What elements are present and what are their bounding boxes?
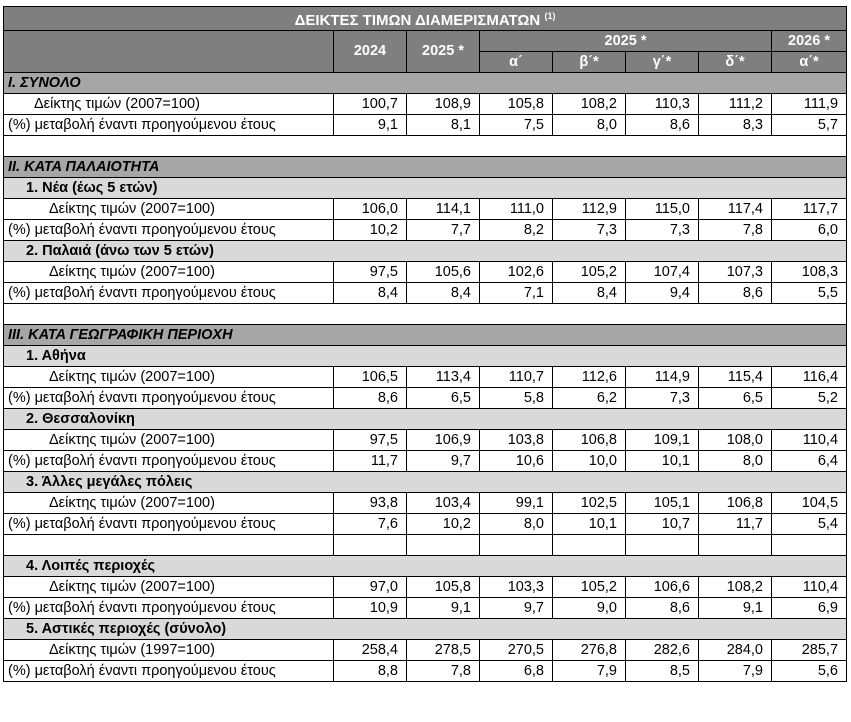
table-row [4, 577, 847, 598]
value-cell: 10,7 [626, 514, 699, 535]
value-cell: 8,6 [626, 115, 699, 136]
table-row [4, 94, 847, 115]
table-title-text: ΔΕΙΚΤΕΣ ΤΙΜΩΝ ΔΙΑΜΕΡΙΣΜΑΤΩΝ [294, 12, 541, 29]
row-label: (%) μεταβολή έναντι προηγούμενου έτους [4, 388, 334, 409]
table-row [4, 199, 847, 220]
subsection-other-big-label: 3. Άλλες μεγάλες πόλεις [4, 472, 847, 493]
empty-cell [699, 535, 772, 556]
value-cell: 8,8 [334, 661, 407, 682]
value-cell: 10,2 [334, 220, 407, 241]
value-cell: 111,0 [480, 199, 553, 220]
section-row [4, 73, 847, 94]
row-label: (%) μεταβολή έναντι προηγούμενου έτους [4, 661, 334, 682]
value-cell: 10,1 [626, 451, 699, 472]
header-blank-cell [4, 31, 334, 73]
value-cell: 110,4 [772, 577, 847, 598]
value-cell: 114,9 [626, 367, 699, 388]
value-cell: 11,7 [334, 451, 407, 472]
title-footnote: (1) [544, 11, 556, 21]
value-cell: 258,4 [334, 640, 407, 661]
value-cell: 106,6 [626, 577, 699, 598]
row-label: (%) μεταβολή έναντι προηγούμενου έτους [4, 451, 334, 472]
value-cell: 7,9 [553, 661, 626, 682]
value-cell: 114,1 [407, 199, 480, 220]
row-label: Δείκτης τιμών (2007=100) [4, 430, 334, 451]
table-row [4, 451, 847, 472]
row-label: (%) μεταβολή έναντι προηγούμενου έτους [4, 283, 334, 304]
value-cell: 7,3 [626, 220, 699, 241]
value-cell: 106,5 [334, 367, 407, 388]
value-cell: 108,2 [553, 94, 626, 115]
value-cell: 7,3 [626, 388, 699, 409]
value-cell: 110,3 [626, 94, 699, 115]
value-cell: 270,5 [480, 640, 553, 661]
value-cell: 117,7 [772, 199, 847, 220]
value-cell: 6,2 [553, 388, 626, 409]
value-cell: 105,6 [407, 262, 480, 283]
value-cell: 105,8 [407, 577, 480, 598]
value-cell: 5,6 [772, 661, 847, 682]
table-row [4, 220, 847, 241]
table-row [4, 598, 847, 619]
empty-cell [626, 535, 699, 556]
empty-grid-row [4, 535, 847, 556]
value-cell: 106,8 [553, 430, 626, 451]
row-label: (%) μεταβολή έναντι προηγούμενου έτους [4, 220, 334, 241]
value-cell: 5,4 [772, 514, 847, 535]
value-cell: 9,1 [699, 598, 772, 619]
value-cell: 9,1 [334, 115, 407, 136]
spacer-cell [4, 304, 847, 325]
table-row [4, 283, 847, 304]
value-cell: 108,3 [772, 262, 847, 283]
header-2026: 2026 * [772, 31, 847, 52]
value-cell: 9,7 [480, 598, 553, 619]
table-row [4, 640, 847, 661]
value-cell: 6,8 [480, 661, 553, 682]
value-cell: 106,8 [699, 493, 772, 514]
value-cell: 10,2 [407, 514, 480, 535]
value-cell: 10,1 [553, 514, 626, 535]
value-cell: 105,1 [626, 493, 699, 514]
value-cell: 9,1 [407, 598, 480, 619]
value-cell: 102,6 [480, 262, 553, 283]
value-cell: 9,4 [626, 283, 699, 304]
subsection-old-label: 2. Παλαιά (άνω των 5 ετών) [4, 241, 847, 262]
empty-cell [4, 535, 334, 556]
value-cell: 284,0 [699, 640, 772, 661]
value-cell: 108,0 [699, 430, 772, 451]
empty-cell [334, 535, 407, 556]
row-label: Δείκτης τιμών (2007=100) [4, 493, 334, 514]
value-cell: 5,5 [772, 283, 847, 304]
value-cell: 8,2 [480, 220, 553, 241]
value-cell: 97,0 [334, 577, 407, 598]
header-2025: 2025 * [407, 31, 480, 73]
value-cell: 7,9 [699, 661, 772, 682]
value-cell: 112,9 [553, 199, 626, 220]
value-cell: 115,0 [626, 199, 699, 220]
section-row [4, 325, 847, 346]
spacer-row [4, 136, 847, 157]
subsection-athens-label: 1. Αθήνα [4, 346, 847, 367]
value-cell: 8,0 [480, 514, 553, 535]
table-title-row [4, 7, 847, 31]
header-q4: δ΄* [699, 52, 772, 73]
value-cell: 105,8 [480, 94, 553, 115]
value-cell: 104,5 [772, 493, 847, 514]
value-cell: 5,7 [772, 115, 847, 136]
value-cell: 107,3 [699, 262, 772, 283]
value-cell: 8,6 [334, 388, 407, 409]
value-cell: 111,9 [772, 94, 847, 115]
table-row [4, 115, 847, 136]
value-cell: 10,0 [553, 451, 626, 472]
row-label: Δείκτης τιμών (1997=100) [4, 640, 334, 661]
value-cell: 9,0 [553, 598, 626, 619]
value-cell: 103,3 [480, 577, 553, 598]
subsection-row [4, 472, 847, 493]
header-q1: α΄ [480, 52, 553, 73]
value-cell: 11,7 [699, 514, 772, 535]
subsection-row [4, 409, 847, 430]
value-cell: 103,4 [407, 493, 480, 514]
value-cell: 8,5 [626, 661, 699, 682]
empty-cell [480, 535, 553, 556]
spacer-cell [4, 136, 847, 157]
value-cell: 105,2 [553, 262, 626, 283]
row-label: (%) μεταβολή έναντι προηγούμενου έτους [4, 115, 334, 136]
header-q3: γ΄* [626, 52, 699, 73]
section-row [4, 157, 847, 178]
subsection-rest-label: 4. Λοιπές περιοχές [4, 556, 847, 577]
value-cell: 110,7 [480, 367, 553, 388]
row-label: Δείκτης τιμών (2007=100) [4, 367, 334, 388]
value-cell: 7,1 [480, 283, 553, 304]
table-title [4, 7, 847, 31]
value-cell: 107,4 [626, 262, 699, 283]
value-cell: 115,4 [699, 367, 772, 388]
section-geo-label: III. ΚΑΤΑ ΓΕΩΓΡΑΦΙΚΗ ΠΕΡΙΟΧΗ [4, 325, 847, 346]
value-cell: 109,1 [626, 430, 699, 451]
value-cell: 105,2 [553, 577, 626, 598]
header-2024: 2024 [334, 31, 407, 73]
table-row [4, 493, 847, 514]
value-cell: 6,5 [699, 388, 772, 409]
subsection-row [4, 346, 847, 367]
header-row-years [4, 31, 847, 52]
table-row [4, 367, 847, 388]
value-cell: 6,0 [772, 220, 847, 241]
value-cell: 285,7 [772, 640, 847, 661]
subsection-new-label: 1. Νέα (έως 5 ετών) [4, 178, 847, 199]
value-cell: 6,5 [407, 388, 480, 409]
value-cell: 100,7 [334, 94, 407, 115]
value-cell: 7,5 [480, 115, 553, 136]
header-q1-2026: α΄* [772, 52, 847, 73]
value-cell: 110,4 [772, 430, 847, 451]
empty-cell [553, 535, 626, 556]
value-cell: 7,7 [407, 220, 480, 241]
value-cell: 7,3 [553, 220, 626, 241]
value-cell: 112,6 [553, 367, 626, 388]
header-q2: β΄* [553, 52, 626, 73]
value-cell: 8,6 [699, 283, 772, 304]
value-cell: 97,5 [334, 262, 407, 283]
value-cell: 10,6 [480, 451, 553, 472]
value-cell: 108,9 [407, 94, 480, 115]
row-label: (%) μεταβολή έναντι προηγούμενου έτους [4, 598, 334, 619]
value-cell: 113,4 [407, 367, 480, 388]
value-cell: 108,2 [699, 577, 772, 598]
row-label: Δείκτης τιμών (2007=100) [4, 199, 334, 220]
value-cell: 8,4 [334, 283, 407, 304]
table-row [4, 262, 847, 283]
value-cell: 7,6 [334, 514, 407, 535]
value-cell: 7,8 [699, 220, 772, 241]
value-cell: 8,0 [699, 451, 772, 472]
value-cell: 5,8 [480, 388, 553, 409]
subsection-row [4, 556, 847, 577]
row-label: Δείκτης τιμών (2007=100) [4, 94, 334, 115]
subsection-thess-label: 2. Θεσσαλονίκη [4, 409, 847, 430]
subsection-row [4, 178, 847, 199]
value-cell: 93,8 [334, 493, 407, 514]
value-cell: 8,0 [553, 115, 626, 136]
value-cell: 8,1 [407, 115, 480, 136]
value-cell: 99,1 [480, 493, 553, 514]
header-2025-quarters: 2025 * [480, 31, 772, 52]
value-cell: 8,4 [407, 283, 480, 304]
value-cell: 111,2 [699, 94, 772, 115]
subsection-row [4, 619, 847, 640]
value-cell: 106,9 [407, 430, 480, 451]
row-label: (%) μεταβολή έναντι προηγούμενου έτους [4, 514, 334, 535]
value-cell: 6,4 [772, 451, 847, 472]
value-cell: 9,7 [407, 451, 480, 472]
value-cell: 7,8 [407, 661, 480, 682]
subsection-urban-label: 5. Αστικές περιοχές (σύνολο) [4, 619, 847, 640]
price-index-table [3, 6, 847, 682]
value-cell: 8,6 [626, 598, 699, 619]
section-total-label: I. ΣΥΝΟΛΟ [4, 73, 847, 94]
value-cell: 6,9 [772, 598, 847, 619]
empty-cell [772, 535, 847, 556]
row-label: Δείκτης τιμών (2007=100) [4, 577, 334, 598]
row-label: Δείκτης τιμών (2007=100) [4, 262, 334, 283]
value-cell: 103,8 [480, 430, 553, 451]
value-cell: 282,6 [626, 640, 699, 661]
empty-cell [407, 535, 480, 556]
value-cell: 278,5 [407, 640, 480, 661]
table-row [4, 430, 847, 451]
table-row [4, 514, 847, 535]
value-cell: 8,4 [553, 283, 626, 304]
table-row [4, 661, 847, 682]
value-cell: 5,2 [772, 388, 847, 409]
table-row [4, 388, 847, 409]
value-cell: 117,4 [699, 199, 772, 220]
value-cell: 10,9 [334, 598, 407, 619]
value-cell: 102,5 [553, 493, 626, 514]
section-age-label: II. ΚΑΤΑ ΠΑΛΑΙΟΤΗΤΑ [4, 157, 847, 178]
value-cell: 276,8 [553, 640, 626, 661]
value-cell: 97,5 [334, 430, 407, 451]
spacer-row [4, 304, 847, 325]
value-cell: 8,3 [699, 115, 772, 136]
value-cell: 116,4 [772, 367, 847, 388]
value-cell: 106,0 [334, 199, 407, 220]
subsection-row [4, 241, 847, 262]
